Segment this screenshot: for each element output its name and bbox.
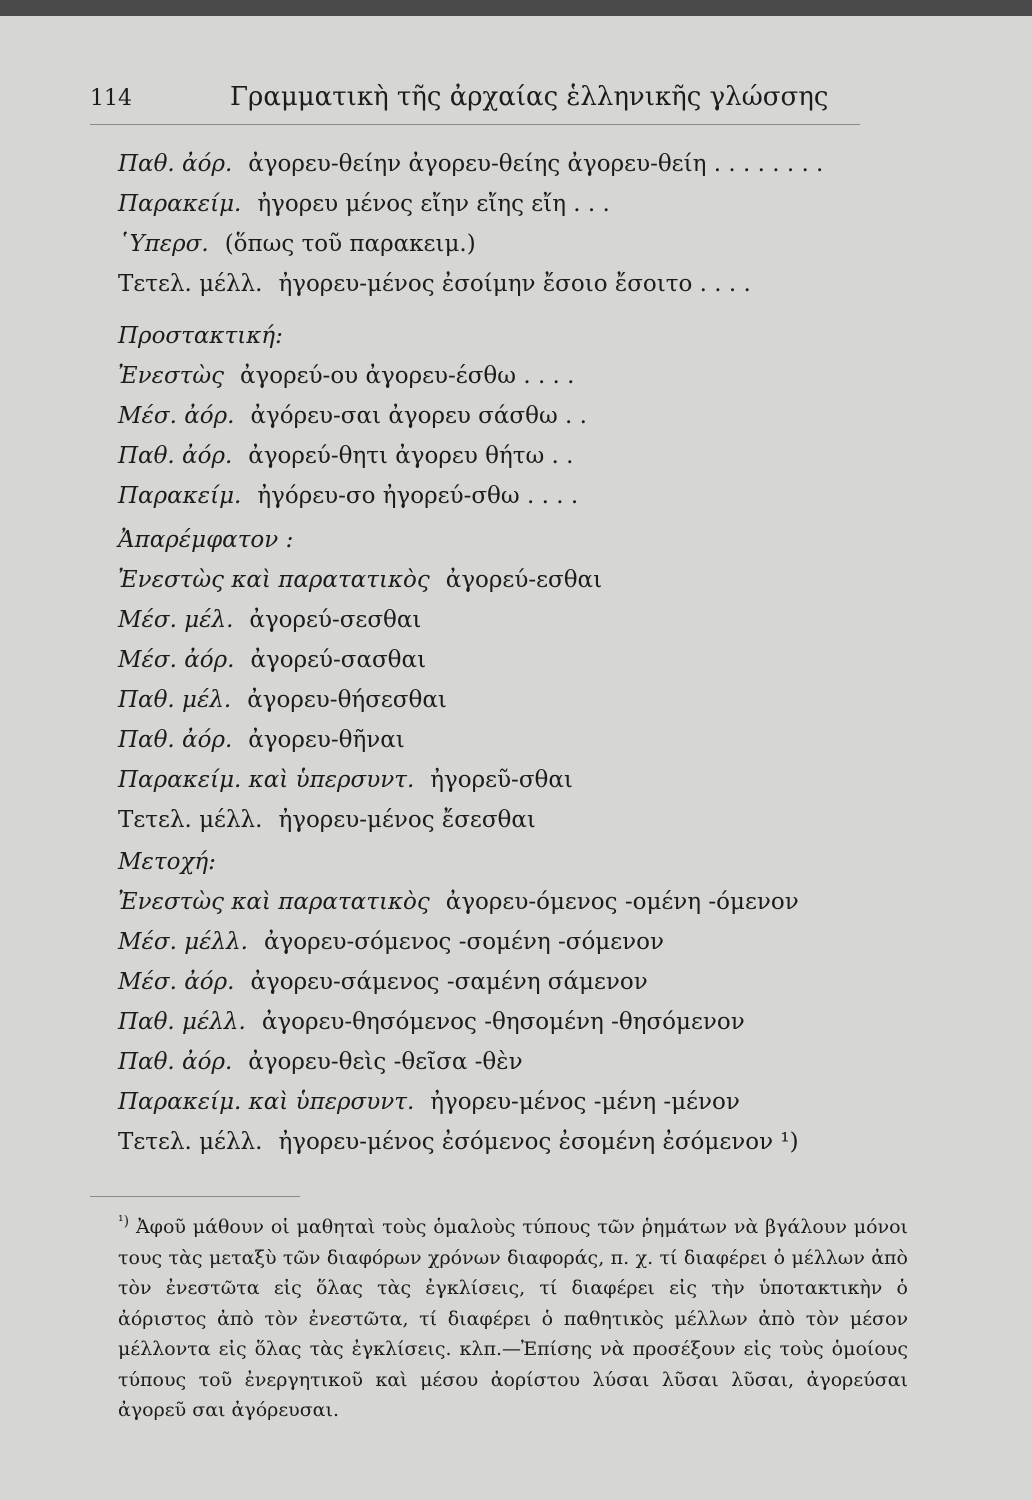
conjugation-line: Μέσ. ἀόρ. ἀγόρευ-σαι ἀγορευ σάσθω . . (118, 403, 587, 429)
conjugation-line: Παθ. μέλλ. ἀγορευ-θησόμενος -θησομένη -θησόμενον (118, 1009, 745, 1035)
footnote-rule (90, 1196, 300, 1197)
conjugation-line: Παθ. ἀόρ. ἀγορευ-θεὶς -θεῖσα -θὲν (118, 1049, 523, 1075)
conjugation-line: Τετελ. μέλλ. ἠγορευ-μένος ἔσεσθαι (118, 807, 536, 833)
conjugation-line: ῾Υπερσ. (ὅπως τοῦ παρακειμ.) (118, 231, 476, 257)
page-number: 114 (90, 86, 132, 111)
conjugation-line: Παρακείμ. καὶ ὑπερσυντ. ἠγορευ-μένος -μένη -μένον (118, 1089, 740, 1115)
conjugation-line: Παρακείμ. καὶ ὑπερσυντ. ἠγορεῦ-σθαι (118, 767, 573, 793)
running-title: Γραμματικὴ τῆς ἀρχαίας ἑλληνικῆς γλώσσης (230, 82, 829, 112)
conjugation-line: Ἐνεστὼς καὶ παρατατικὸς ἀγορευ-όμενος -ομένη -όμενον (118, 889, 799, 915)
conjugation-line: Παθ. μέλ. ἀγορευ-θήσεσθαι (118, 687, 447, 713)
conjugation-line: Μέσ. ἀόρ. ἀγορευ-σάμενος -σαμένη σάμενον (118, 969, 648, 995)
header-rule (90, 124, 860, 125)
conjugation-line: Ἐνεστὼς ἀγορεύ-ου ἀγορευ-έσθω . . . . (118, 363, 575, 389)
conjugation-line: Παθ. ἀόρ. ἀγορευ-θείην ἀγορευ-θείης ἀγορευ-θείη . . . . . . . . (118, 151, 824, 177)
page-top-edge (0, 0, 1032, 16)
conjugation-line: Τετελ. μέλλ. ἠγορευ-μένος ἐσόμενος ἐσομένη ἐσόμενον ¹) (118, 1129, 799, 1155)
conjugation-line: Παρακείμ. ἠγόρευ-σο ἠγορεύ-σθω . . . . (118, 483, 579, 509)
section-heading-participle: Μετοχή: (118, 849, 216, 875)
conjugation-line: Μέσ. μέλ. ἀγορεύ-σεσθαι (118, 607, 422, 633)
conjugation-line: Μέσ. ἀόρ. ἀγορεύ-σασθαι (118, 647, 427, 673)
conjugation-line: Μέσ. μέλλ. ἀγορευ-σόμενος -σομένη -σόμενον (118, 929, 664, 955)
footnote-marker: ¹) (118, 1213, 130, 1230)
conjugation-line: Παθ. ἀόρ. ἀγορευ-θῆναι (118, 727, 405, 753)
conjugation-line: Ἐνεστὼς καὶ παρατατικὸς ἀγορεύ-εσθαι (118, 567, 603, 593)
footnote-text: Ἀφοῦ μάθουν οἱ μαθηταὶ τοὺς ὁμαλοὺς τύπους τῶν ῥημάτων νὰ βγάλουν μόνοι τους τὰς μεταξὺ τῶν διαφόρων χρόνων διαφοράς, π. χ. τί διαφέρει ὁ μέλλων ἀπὸ τὸν ἐνεστῶτα εἰς ὅλας τὰς ἐγκλίσεις, τί διαφέρει εἰς τὴν ὑποτακτικὴν ὁ ἀόριστος ἀπὸ τὸν ἐνεστῶτα, τί διαφέρει ὁ παθητικὸς μέλλων ἀπὸ τὸν μέσον μέλλοντα εἰς ὅλας τὰς ἐγκλίσεις. κλπ.—Ἐπίσης νὰ προσέξουν εἰς τοὺς ὁμοίους τύπους τοῦ ἐνεργητικοῦ καὶ μέσου ἀορίστου λύσαι λῦσαι λῦσαι, ἀγορεύσαι ἀγορεῦ σαι ἀγόρευσαι. (118, 1216, 908, 1421)
conjugation-line: Παθ. ἀόρ. ἀγορεύ-θητι ἀγορευ θήτω . . (118, 443, 574, 469)
conjugation-line: Τετελ. μέλλ. ἠγορευ-μένος ἐσοίμην ἔσοιο ἔσοιτο . . . . (118, 271, 751, 297)
conjugation-line: Παρακείμ. ἠγορευ μένος εἴην εἴης εἴη . . . (118, 191, 610, 217)
footnote (118, 1212, 908, 1426)
section-heading-infinitive: Ἀπαρέμφατον : (118, 527, 294, 553)
section-heading-imperative: Προστακτική: (118, 323, 283, 349)
page-header (90, 82, 970, 122)
